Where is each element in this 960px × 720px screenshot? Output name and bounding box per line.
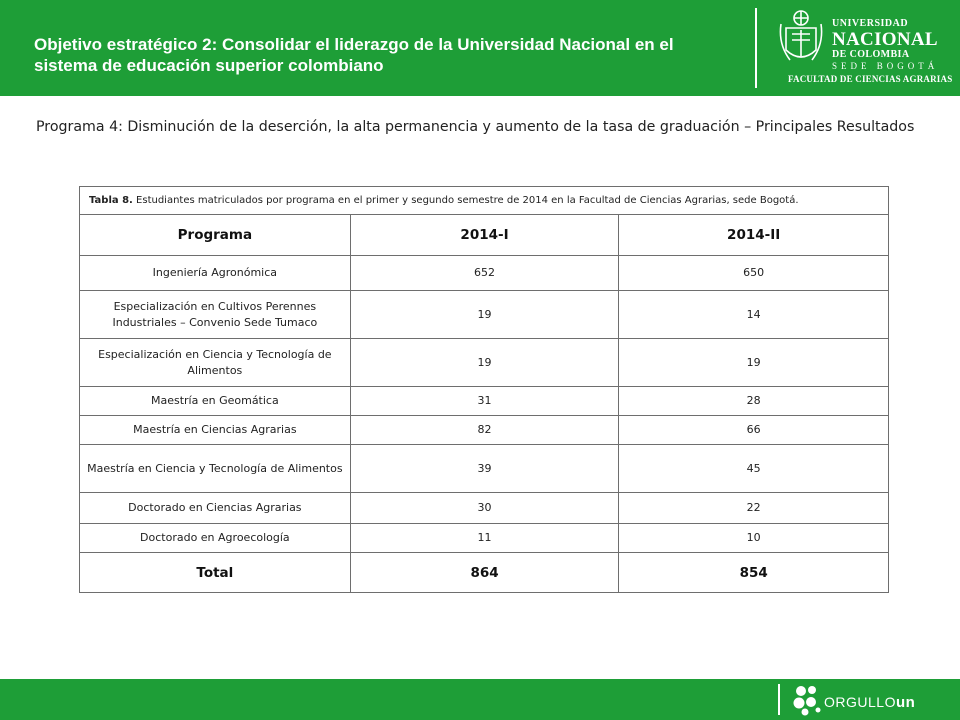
cell-2014-ii: 10	[619, 524, 889, 553]
header-row	[80, 215, 889, 256]
cell-programa: Doctorado en Ciencias Agrarias	[80, 493, 351, 524]
total-label: Total	[80, 553, 351, 593]
cell-programa: Especialización en Ciencia y Tecnología de Alimentos	[80, 339, 351, 387]
column-header-programa: Programa	[80, 215, 351, 256]
university-logo	[778, 6, 953, 90]
page-title: Objetivo estratégico 2: Consolidar el liderazgo de la Universidad Nacional en el sistema de educación superior colombiano	[34, 35, 674, 75]
logo-faculty: FACULTAD DE CIENCIAS AGRARIAS	[788, 74, 953, 84]
cell-2014-ii: 22	[619, 493, 889, 524]
header-bar	[0, 0, 960, 96]
university-seal-icon	[778, 6, 824, 68]
cell-programa: Especialización en Cultivos Perennes Industriales – Convenio Sede Tumaco	[80, 291, 351, 339]
logo-line-universidad: UNIVERSIDAD	[832, 18, 909, 29]
table-row	[80, 256, 889, 291]
logo-wordmark	[832, 18, 938, 72]
program-subtitle: Programa 4: Disminución de la deserción, la alta permanencia y aumento de la tasa de graduación – Principales Resultados	[36, 119, 915, 135]
cell-2014-ii: 650	[619, 256, 889, 291]
cell-2014-ii: 14	[619, 291, 889, 339]
cell-2014-ii: 45	[619, 445, 889, 493]
cell-2014-ii: 19	[619, 339, 889, 387]
total-row	[80, 553, 889, 593]
cell-programa: Maestría en Ciencias Agrarias	[80, 416, 351, 445]
brand-suffix: un	[895, 694, 916, 711]
caption-label: Tabla 8.	[89, 195, 133, 206]
cell-2014-i: 19	[350, 291, 619, 339]
cell-2014-i: 31	[350, 387, 619, 416]
cell-programa: Ingeniería Agronómica	[80, 256, 351, 291]
cell-2014-i: 19	[350, 339, 619, 387]
logo-line-colombia: DE COLOMBIA	[832, 49, 910, 60]
logo-line-nacional: NACIONAL	[832, 29, 938, 50]
footer-bar	[0, 679, 960, 720]
total-2014-ii: 854	[619, 553, 889, 593]
column-header-2014-i: 2014-I	[350, 215, 619, 256]
table-row	[80, 445, 889, 493]
cell-2014-ii: 28	[619, 387, 889, 416]
table-row	[80, 416, 889, 445]
cell-programa: Maestría en Ciencia y Tecnología de Alimentos	[80, 445, 351, 493]
table-row	[80, 524, 889, 553]
cell-2014-i: 11	[350, 524, 619, 553]
orgullo-un-wordmark	[824, 694, 915, 711]
table-row	[80, 339, 889, 387]
caption-text: Estudiantes matriculados por programa en el primer y segundo semestre de 2014 en la Facultad de Ciencias Agrarias, sede Bogotá.	[136, 195, 799, 206]
table-row	[80, 291, 889, 339]
orgullo-un-logo	[792, 682, 952, 718]
total-2014-i: 864	[350, 553, 619, 593]
column-header-2014-ii: 2014-II	[619, 215, 889, 256]
cell-2014-i: 39	[350, 445, 619, 493]
cell-2014-i: 82	[350, 416, 619, 445]
cell-2014-ii: 66	[619, 416, 889, 445]
table-row	[80, 387, 889, 416]
caption-row	[80, 187, 889, 215]
logo-line-sede: SEDE BOGOTÁ	[832, 61, 939, 71]
orgullo-un-dots-icon	[792, 684, 822, 716]
table-row	[80, 493, 889, 524]
footer-divider	[778, 684, 780, 715]
brand-prefix: ORGULLO	[824, 694, 896, 710]
header-divider	[755, 8, 757, 88]
enrollment-table	[79, 186, 889, 593]
cell-2014-i: 30	[350, 493, 619, 524]
cell-programa: Maestría en Geomática	[80, 387, 351, 416]
table-caption	[80, 187, 889, 215]
enrollment-table-container	[79, 186, 889, 593]
cell-2014-i: 652	[350, 256, 619, 291]
cell-programa: Doctorado en Agroecología	[80, 524, 351, 553]
